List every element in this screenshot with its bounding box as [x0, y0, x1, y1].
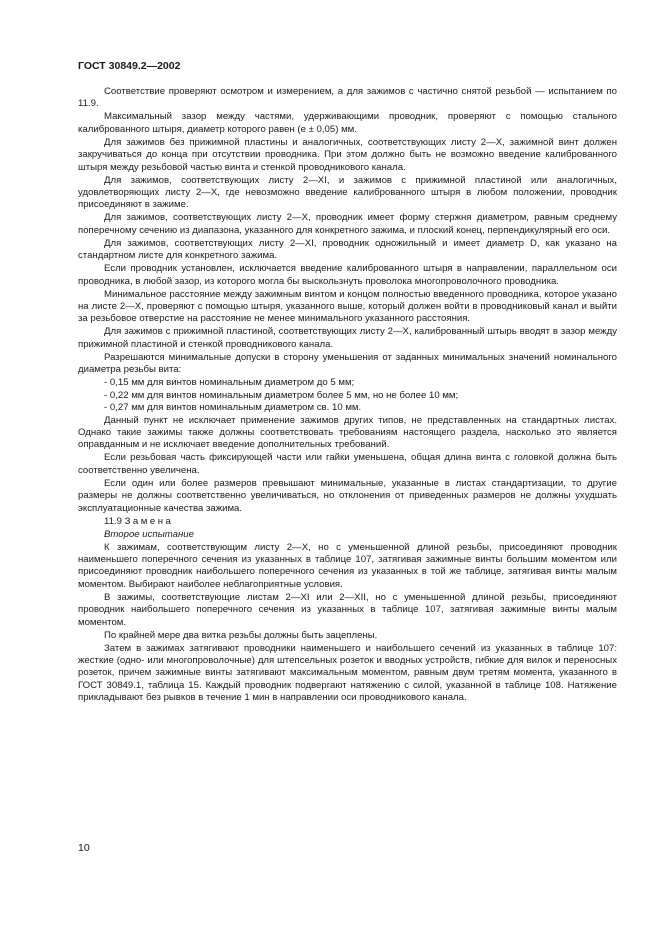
paragraph: Для зажимов, соответствующих листу 2—X, проводник имеет форму стержня диаметром, равным среднему поперечному сечению из диапазона, указанного для конкретного зажима, и плоский конец, перпендикулярный его оси.	[78, 212, 617, 236]
paragraph: Для зажимов без прижимной пластины и аналогичных, соответствующих листу 2—X, зажимной винт должен закручиваться до конца при отсутствии проводника. При этом должно быть не возможно введение калиброванного штыря между резьбовой частью винта и стенкой проводникового канала.	[78, 136, 617, 173]
paragraph: Если один или более размеров превышают минимальные, указанные в листах стандартизации, то другие размеры не должны соответственно увеличиваться, но отклонения от приведенных размеров не должны ухудшать эксплуатационные качества зажима.	[78, 477, 617, 514]
paragraph: Если проводник установлен, исключается введение калиброванного штыря в направлении, параллельном оси проводника, в любой зазор, из которого могла бы выскользнуть проволока многопроволочного проводника.	[78, 263, 617, 287]
document-code: ГОСТ 30849.2—2002	[78, 60, 181, 72]
tolerance-list	[78, 377, 617, 414]
paragraph: Минимальное расстояние между зажимным винтом и концом полностью введенного проводника, которое указано на листе 2—X, проверяют с помощью штыря, указанного выше, который должен войти в проводниковый канал и выйти за резьбовое отверстие на расстояние не менее минимального указанного расстояния.	[78, 288, 617, 325]
list-item: - 0,22 мм для винтов номинальным диаметром более 5 мм, но не более 10 мм;	[104, 389, 459, 401]
paragraph: Для зажимов, соответствующих листу 2—XI, проводник одножильный и имеет диаметр D, как указано на стандартном листе для конкретного зажима.	[78, 237, 617, 262]
paragraph: Затем в зажимах затягивают проводники наименьшего и наибольшего сечений из указанных в таблице 107: жесткие (одно- или многопроволочные) для штепсельных розеток и вводных устройств, гибкие для вилок и переносных розеток, причем зажимные винты затягивают максимальным моментом, равным двум третям момента, указанного в ГОСТ 30849.1, таблица 15. Каждый проводник подвергают натяжению с силой, указанной в таблице 108. Натяжение прикладывают без рывков в течение 1 мин в направлении оси проводникового канала.	[78, 642, 617, 704]
paragraph: Для зажимов, соответствующих листу 2—XI, и зажимов с прижимной пластиной или аналогичных, удовлетворяющих листу 2—X, где невозможно введение калиброванного штыря в любом положении, проводник присоединяют в зажиме.	[78, 174, 617, 211]
paragraph: Для зажимов с прижимной пластиной, соответствующих листу 2—X, калиброванный штырь вводят в зазор между прижимной пластиной и стенкой проводникового канала.	[78, 326, 617, 350]
paragraph: Если резьбовая часть фиксирующей части или гайки уменьшена, общая длина винта с головкой должна быть соответственно увеличена.	[78, 452, 617, 476]
paragraph: В зажимы, соответствующие листам 2—XI или 2—XII, но с уменьшенной длиной резьбы, присоединяют проводник наибольшего поперечного сечения из указанных в таблице 107, затягивая зажимные винты малым моментом.	[78, 591, 617, 628]
section-heading	[78, 516, 617, 528]
list-item: - 0,15 мм для винтов номинальным диаметром до 5 мм;	[104, 377, 355, 389]
paragraph: Соответствие проверяют осмотром и измерением, а для зажимов с частично снятой резьбой — испытанием по 11.9.	[78, 86, 617, 110]
section-number: 11.9	[104, 515, 122, 527]
page-body	[78, 86, 617, 705]
paragraph: К зажимам, соответствующим листу 2—X, но с уменьшенной длиной резьбы, присоединяют проводник наименьшего поперечного сечения из указанных в таблице 107, затягивая зажимные винты большим моментом или присоединяют проводник наибольшего поперечного сечения из указанных в той же таблице, затягивая винты малым моментом. Выбирают наиболее неблагоприятные условия.	[78, 541, 617, 590]
list-item: - 0,27 мм для винтов номинальным диаметром св. 10 мм.	[104, 402, 362, 414]
paragraph: Максимальный зазор между частями, удерживающими проводник, проверяют с помощью стального калиброванного штыря, диаметр которого равен (e ± 0,05) мм.	[78, 111, 617, 135]
subsection-title: Второе испытание	[104, 528, 194, 540]
paragraph: По крайней мере два витка резьбы должны быть зацеплены.	[104, 629, 378, 641]
page-number: 10	[78, 842, 90, 854]
paragraph: Данный пункт не исключает применение зажимов других типов, не представленных на стандартных листах. Однако такие зажимы также должны соответствовать требованиям настоящего раздела, насколько это является оправданным и не исключает введение дополнительных требований.	[78, 414, 617, 451]
section-title: Замена	[124, 515, 174, 527]
paragraph: Разрешаются минимальные допуски в сторону уменьшения от заданных минимальных значений номинального диаметра резьбы вита:	[78, 351, 617, 376]
